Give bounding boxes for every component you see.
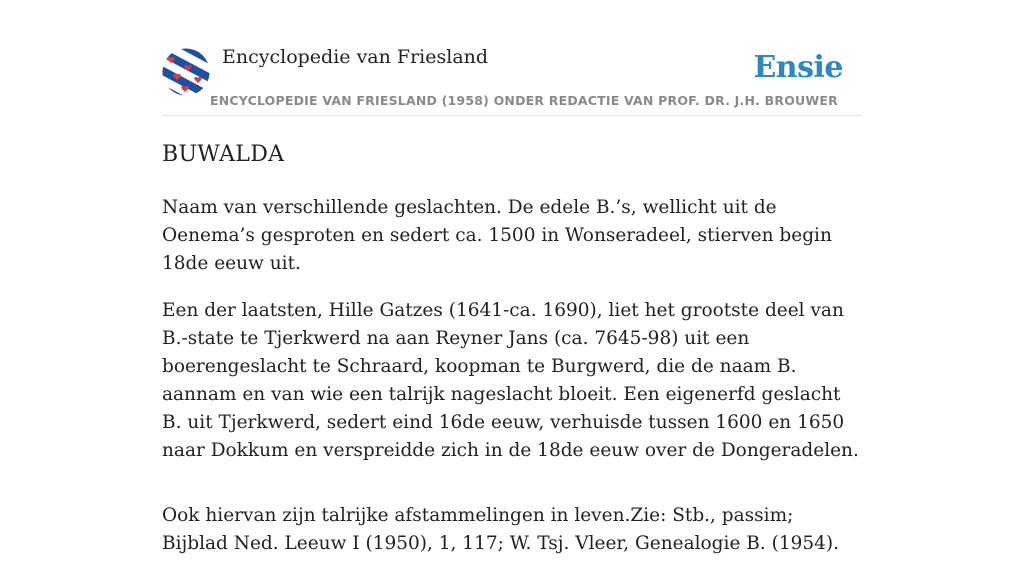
frisian-flag-icon[interactable]	[162, 48, 210, 96]
site-title-link[interactable]: Encyclopedie van Friesland	[222, 46, 489, 68]
article-paragraph: Een der laatsten, Hille Gatzes (1641-ca. 1690), liet het grootste deel van B.-state te Tjerkwerd na aan Reyner Jans (ca. 7645-98) uit een boerengeslacht te Schraard, koopman te Burgwerd, die de naam B. aannam en van wie een talrijk nageslacht bloeit. Een eigenerfd geslacht B. uit Tjerkwerd, sedert eind 16de eeuw, verhuisde tussen 1600 en 1650 naar Dokkum en verspreidde zich in de 18de eeuw over de Dongeradelen.	[162, 300, 859, 461]
ensie-logo-link[interactable]: Ensie	[753, 50, 843, 85]
article-paragraph: Ook hiervan zijn talrijke afstammelingen in leven.Zie: Stb., passim; Bijblad Ned. Leeuw I (1950), 1, 117; W. Tsj. Vleer, Genealogie B. (1954).	[162, 505, 840, 554]
article-content	[162, 140, 864, 577]
site-header	[162, 44, 862, 116]
entry-title: BUWALDA	[162, 142, 285, 167]
article-paragraph: Naam van verschillende geslachten. De edele B.’s, wellicht uit de Oenema’s gesproten en sedert ca. 1500 in Wonseradeel, stierven begin 18de eeuw uit.	[162, 197, 832, 274]
encyclopedia-subtitle: ENCYCLOPEDIE VAN FRIESLAND (1958) ONDER REDACTIE VAN PROF. DR. J.H. BROUWER	[210, 93, 838, 108]
